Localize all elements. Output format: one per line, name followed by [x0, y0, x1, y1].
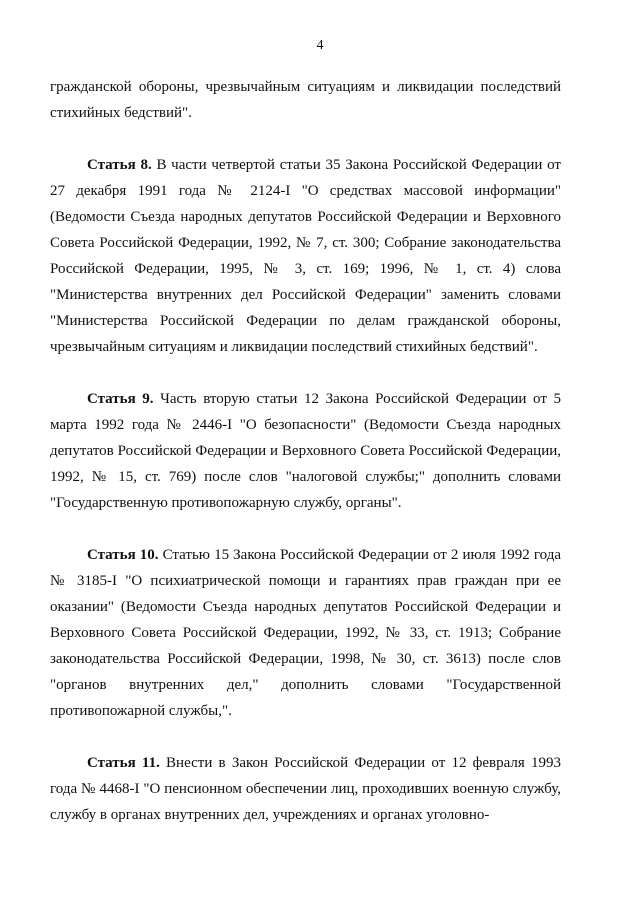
paragraph-gap: [50, 724, 561, 750]
paragraph-gap: [50, 126, 561, 152]
paragraph-continuation: [50, 74, 561, 126]
document-body: [50, 74, 561, 828]
article-heading: Статья 11.: [87, 755, 160, 771]
article-text: Часть вторую статьи 12 Закона Российской Федерации от 5 марта 1992 года № 2446-I "О безопасности" (Ведомости Съезда народных депутатов Российской Федерации и Верховного Совета Российской Федерации, 1992, № 15, ст. 769) после слов "налоговой службы;" дополнить словами "Государственную противопожарную службу, органы".: [50, 391, 561, 511]
article-text: В части четвертой статьи 35 Закона Российской Федерации от 27 декабря 1991 года № 2124-I "О средствах массовой информации" (Ведомости Съезда народных депутатов Российской Федерации и Верховного Совета Российской Федерации, 1992, № 7, ст. 300; Собрание законодательства Российской Федерации, 1995, № 3, ст. 169; 1996, № 1, ст. 4) слова "Министерства внутренних дел Российской Федерации" заменить словами "Министерства Российской Федерации по делам гражданской обороны, чрезвычайным ситуациям и ликвидации последствий стихийных бедствий".: [50, 157, 561, 355]
article-heading: Статья 9.: [87, 391, 154, 407]
paragraph-gap: [50, 360, 561, 386]
article-text: Статью 15 Закона Российской Федерации от 2 июля 1992 года № 3185-I "О психиатрической помощи и гарантиях прав граждан при ее оказании" (Ведомости Съезда народных депутатов Российской Федерации и Верховного Совета Российской Федерации, 1992, № 33, ст. 1913; Собрание законодательства Российской Федерации, 1998, № 30, ст. 3613) после слов "органов внутренних дел," дополнить словами "Государственной противопожарной службы,".: [50, 547, 561, 719]
article-8: [50, 152, 561, 360]
article-heading: Статья 10.: [87, 547, 159, 563]
article-11: [50, 750, 561, 828]
article-9: [50, 386, 561, 516]
article-text: Внести в Закон Российской Федерации от 12 февраля 1993 года № 4468-I "О пенсионном обеспечении лиц, проходивших военную службу, службу в органах внутренних дел, учреждениях и органах уголовно-: [50, 755, 561, 823]
article-heading: Статья 8.: [87, 157, 152, 173]
page-number: 4: [316, 38, 324, 53]
article-10: [50, 542, 561, 724]
paragraph-gap: [50, 516, 561, 542]
paragraph-text: гражданской обороны, чрезвычайным ситуациям и ликвидации последствий стихийных бедствий".: [50, 79, 561, 121]
